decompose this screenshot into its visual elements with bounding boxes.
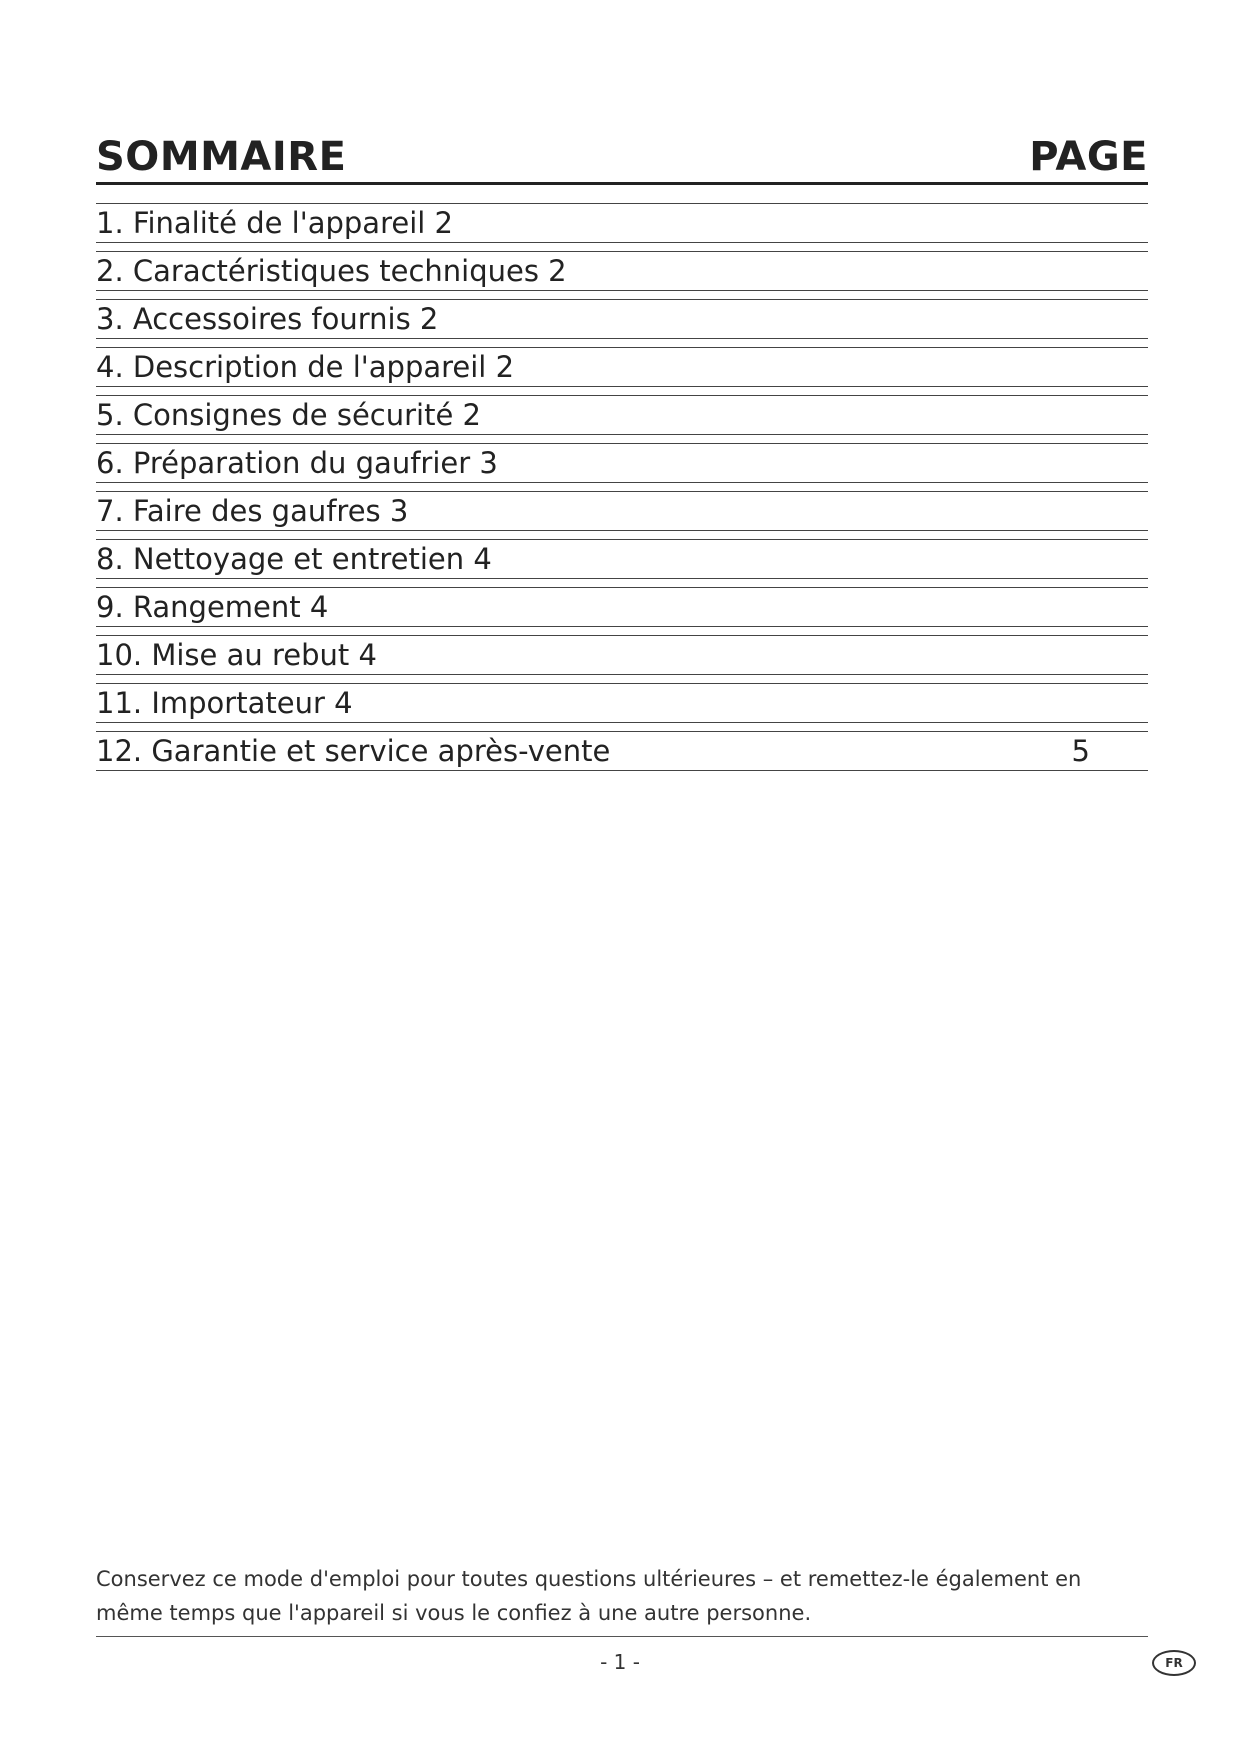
toc-page-column-label: PAGE [1029,134,1148,180]
toc-entry-label: 6. Préparation du gaufrier 3 [96,446,498,480]
keep-manual-note: Conservez ce mode d'emploi pour toutes questions ultérieures – et remettez-le également en même temps que l'appareil si vous le confiez à une autre personne. [96,1567,1082,1625]
toc-entry [96,587,1148,627]
toc-entry [96,491,1148,531]
toc-entry [96,539,1148,579]
toc-entry [96,731,1148,771]
toc-entry [96,203,1148,243]
toc-entry-label: 8. Nettoyage et entretien 4 [96,542,492,576]
toc-entry [96,683,1148,723]
toc-entry-label: 11. Importateur 4 [96,686,353,720]
toc-entry-page: 5 [1071,734,1090,768]
toc-entry-label: 10. Mise au rebut 4 [96,638,377,672]
toc-entry-label: 4. Description de l'appareil 2 [96,350,515,384]
toc-entry [96,443,1148,483]
page-number: - 1 - [600,1650,640,1674]
toc-entry-label: 7. Faire des gaufres 3 [96,494,409,528]
toc-entry [96,635,1148,675]
language-badge: FR [1152,1650,1196,1676]
toc-entry-label: 2. Caractéristiques techniques 2 [96,254,567,288]
toc-entry-label: 12. Garantie et service après-vente [96,734,611,768]
toc-entry-label: 9. Rangement 4 [96,590,329,624]
toc-entry-label: 5. Consignes de sécurité 2 [96,398,481,432]
toc-entry-label: 3. Accessoires fournis 2 [96,302,439,336]
toc-header [96,130,1148,185]
toc-entry-label: 1. Finalité de l'appareil 2 [96,206,453,240]
toc-entry [96,395,1148,435]
toc-entry [96,347,1148,387]
footer-divider [96,1636,1148,1637]
toc-title: SOMMAIRE [96,134,347,180]
toc-list [96,203,1148,779]
toc-entry [96,251,1148,291]
toc-entry [96,299,1148,339]
